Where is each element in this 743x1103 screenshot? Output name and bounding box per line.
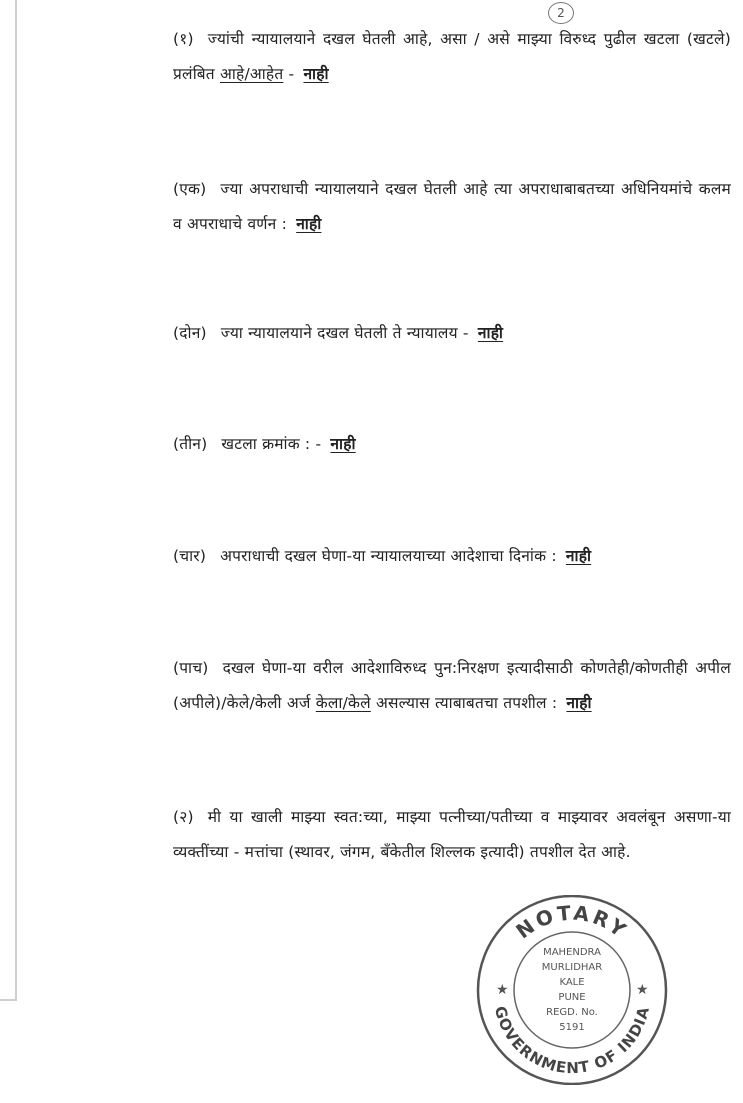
stamp-ring-bottom: GOVERNMENT OF INDIA: [490, 1004, 654, 1078]
paragraph-number: (पाच): [173, 659, 209, 677]
notary-stamp: [472, 895, 672, 1085]
left-margin-rule-foot: [0, 999, 17, 1001]
stamp-line: MURLIDHAR: [541, 962, 603, 973]
stamp-line: PUNE: [558, 992, 586, 1003]
paragraph-text: ज्यांची न्यायालयाने दखल घेतली आहे, असा / असे माझ्या विरुध्द पुढील खटला (खटले) प्रलंबित: [173, 30, 731, 83]
stamp-line: MAHENDRA: [543, 947, 601, 958]
answer-text: नाही: [566, 694, 592, 712]
answer-text: नाही: [296, 215, 322, 233]
answer-text: नाही: [565, 547, 592, 565]
paragraph-6: [173, 651, 731, 721]
left-margin-rule: [15, 0, 17, 1000]
paragraph-text: ज्या अपराधाची न्यायालयाने दखल घेतली आहे त्या अपराधाबाबतच्या अधिनियमांचे कलम व अपराधाचे वर्णन :: [173, 180, 731, 233]
stamp-ring-top: NOTARY: [511, 900, 633, 944]
separator-text: -: [283, 65, 295, 83]
paragraph-number: (एक): [173, 180, 207, 198]
paragraph-5: [173, 539, 731, 574]
star-icon: ★: [496, 982, 509, 998]
answer-text: नाही: [303, 65, 329, 83]
paragraph-number: (तीन): [173, 435, 208, 453]
paragraph-text-continued: असल्यास त्याबाबतचा तपशील :: [370, 694, 558, 712]
paragraph-number: (दोन): [173, 324, 207, 342]
paragraph-text: ज्या न्यायालयाने दखल घेतली ते न्यायालय -: [220, 324, 469, 342]
paragraph-2: [173, 172, 731, 242]
paragraph-number: (२): [173, 808, 194, 826]
paragraph-4: [173, 427, 731, 462]
paragraph-text: खटला क्रमांक : -: [221, 435, 322, 453]
stamp-line: 5191: [559, 1022, 585, 1033]
underlined-text: केला/केले: [315, 694, 371, 712]
answer-text: नाही: [477, 324, 504, 342]
paragraph-number: (चार): [173, 547, 207, 565]
paragraph-text: मी या खाली माझ्या स्वत:च्या, माझ्या पत्नीच्या/पतीच्या व माझ्यावर अवलंबून असणा-या व्यक्तींच्या - मत्तांचा (स्थावर, जंगम, बँकेतील शिल्लक इत्यादी) तपशील देत आहे.: [173, 808, 731, 861]
star-icon: ★: [636, 982, 649, 998]
stamp-line: REGD. No.: [546, 1007, 598, 1018]
page-number: 2: [548, 2, 574, 24]
paragraph-number: (१): [173, 30, 194, 48]
paragraph-text: दखल घेणा-या वरील आदेशाविरुध्द पुन:निरक्षण इत्यादीसाठी कोणतेही/कोणतीही अपील (अपीले)/केले/केली अर्ज: [173, 659, 731, 712]
paragraph-3: [173, 316, 731, 351]
paragraph-1: [173, 22, 731, 92]
stamp-line: KALE: [559, 977, 585, 988]
paragraph-text: अपराधाची दखल घेणा-या न्यायालयाच्या आदेशाचा दिनांक :: [220, 547, 557, 565]
answer-text: नाही: [330, 435, 356, 453]
paragraph-7: [173, 800, 731, 870]
underlined-text: आहे/आहेत: [219, 65, 284, 83]
